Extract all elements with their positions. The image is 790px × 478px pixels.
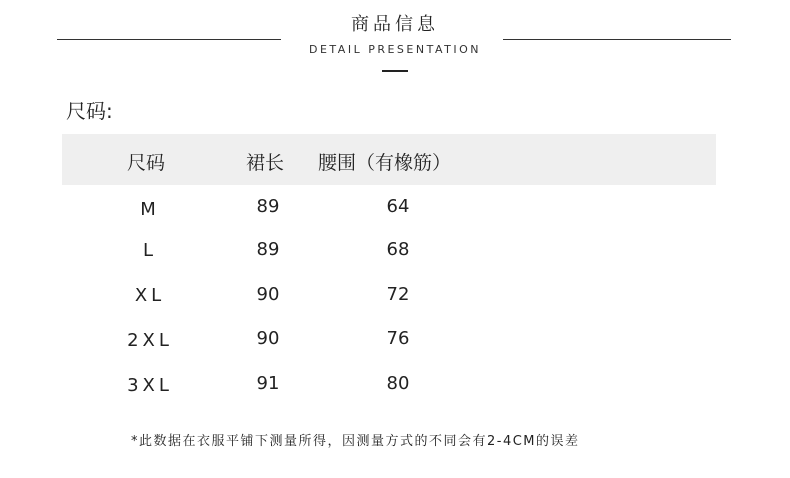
cell-waist: 68 — [386, 239, 410, 260]
cell-waist: 76 — [386, 328, 410, 349]
cell-size: M — [140, 199, 160, 220]
cell-length: 89 — [256, 196, 280, 217]
cell-waist: 72 — [386, 284, 410, 305]
cell-size: 3XL — [127, 375, 173, 396]
cell-size: XL — [134, 285, 166, 306]
page-title: 商品信息 — [351, 14, 439, 35]
column-header-length: 裙长 — [246, 152, 285, 174]
column-header-size: 尺码 — [127, 152, 166, 174]
cell-length: 91 — [256, 373, 280, 394]
measurement-note: *此数据在衣服平铺下测量所得，因测量方式的不同会有2-4CM的误差 — [131, 434, 580, 449]
cell-size: 2XL — [127, 330, 173, 351]
section-label: 尺码: — [66, 99, 113, 123]
cell-length: 89 — [256, 239, 280, 260]
cell-waist: 64 — [386, 196, 410, 217]
cell-waist: 80 — [386, 373, 410, 394]
subtitle-underline — [382, 70, 408, 72]
page-subtitle: DETAIL PRESENTATION — [309, 43, 481, 56]
column-header-waist: 腰围（有橡筋） — [318, 152, 452, 174]
title-divider-left — [57, 39, 281, 40]
title-divider-right — [503, 39, 731, 40]
cell-length: 90 — [256, 328, 280, 349]
cell-size: L — [142, 240, 158, 261]
cell-length: 90 — [256, 284, 280, 305]
